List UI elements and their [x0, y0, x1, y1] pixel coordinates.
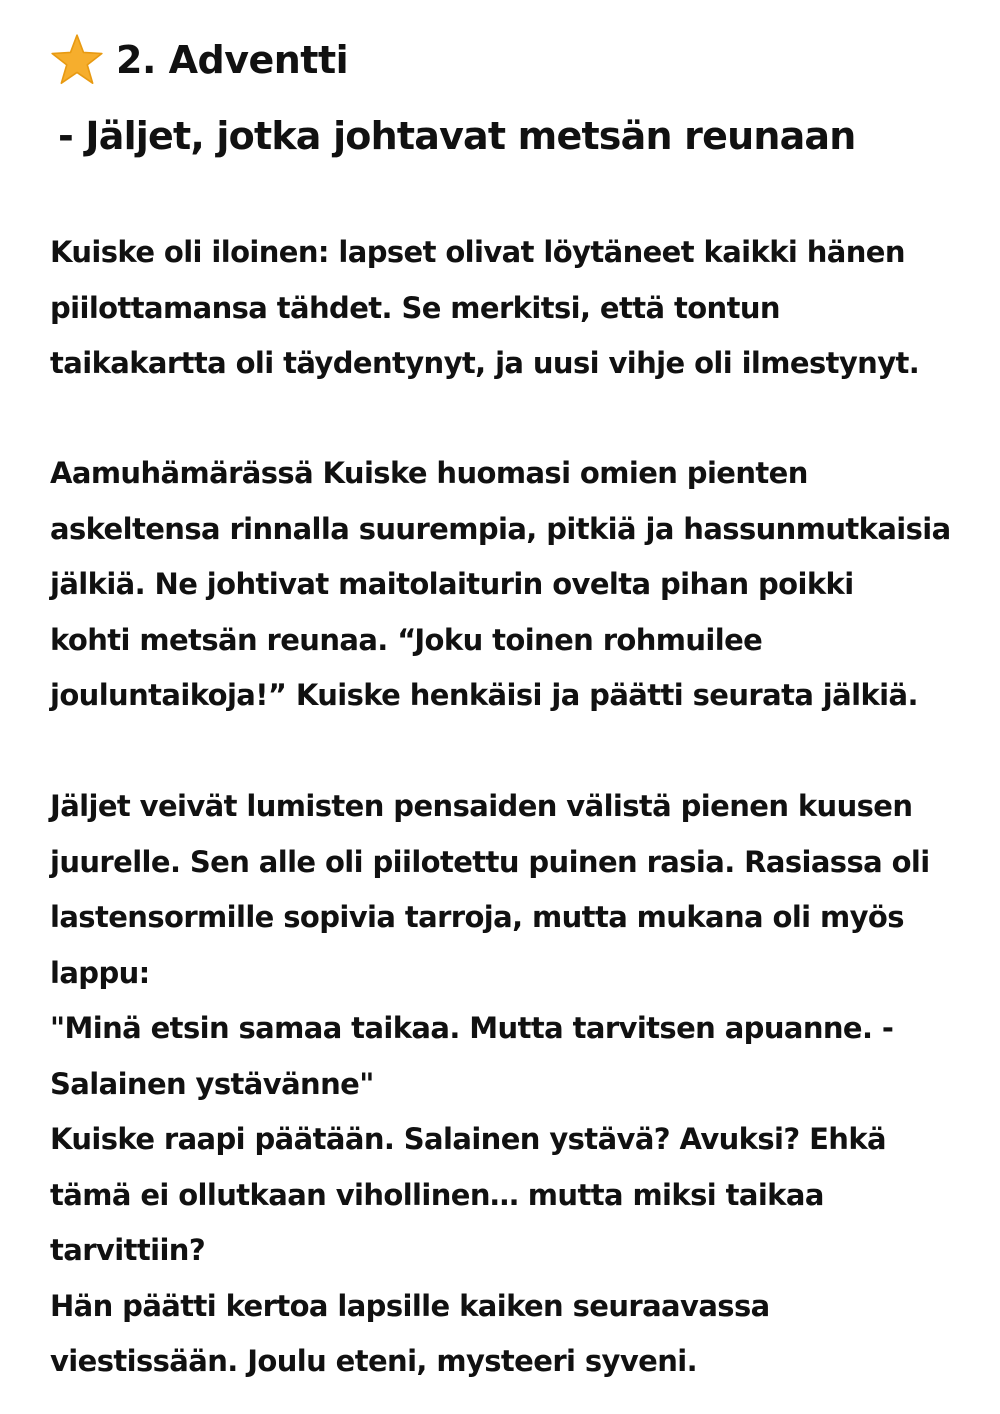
text-line: jouluntaikoja!” Kuiske henkäisi ja päätti seurata jälkiä. — [50, 678, 918, 712]
text-line: jälkiä. Ne johtivat maitolaiturin ovelta pihan poikki — [50, 567, 854, 601]
text-line: juurelle. Sen alle oli piilotettu puinen rasia. Rasiassa oli — [50, 844, 930, 879]
title-text: 2. Adventti — [116, 38, 349, 82]
story-paragraph — [50, 446, 950, 724]
text-line: tarvittiin? — [50, 1233, 206, 1267]
text-line: taikakartta oli täydentynyt, ja uusi vihje oli ilmestynyt. — [50, 346, 920, 380]
text-line: Hän päätti kertoa lapsille kaiken seuraavassa — [50, 1288, 770, 1323]
text-line: kohti metsän reunaa. “Joku toinen rohmuilee — [50, 622, 763, 657]
page-subtitle: - Jäljet, jotka johtavat metsän reunaan — [58, 114, 856, 158]
story-paragraph — [50, 779, 950, 1390]
story-paragraph — [50, 225, 950, 392]
text-line: Kuiske oli iloinen: lapset olivat löytäneet kaikki hänen — [50, 235, 905, 269]
text-line: tämä ei ollutkaan vihollinen… mutta miksi taikaa — [50, 1177, 824, 1212]
page-title — [50, 30, 348, 90]
text-line: piilottamansa tähdet. Se merkitsi, että tontun — [50, 290, 780, 325]
text-line: "Minä etsin samaa taikaa. Mutta tarvitsen apuanne. - — [50, 1011, 894, 1045]
text-line: Salainen ystävänne" — [50, 1066, 374, 1101]
text-line: askeltensa rinnalla suurempia, pitkiä ja hassunmutkaisia — [50, 511, 951, 546]
text-line: viestissään. Joulu eteni, mysteeri syveni. — [50, 1344, 697, 1378]
text-line: Aamuhämärässä Kuiske huomasi omien pienten — [50, 456, 808, 490]
star-icon — [50, 33, 104, 87]
text-line: Kuiske raapi päätään. Salainen ystävä? Avuksi? Ehkä — [50, 1122, 887, 1156]
text-line: Jäljet veivät lumisten pensaiden välistä pienen kuusen — [50, 789, 913, 823]
text-line: lastensormille sopivia tarroja, mutta mukana oli myös — [50, 900, 904, 934]
text-line: lappu: — [50, 955, 150, 990]
